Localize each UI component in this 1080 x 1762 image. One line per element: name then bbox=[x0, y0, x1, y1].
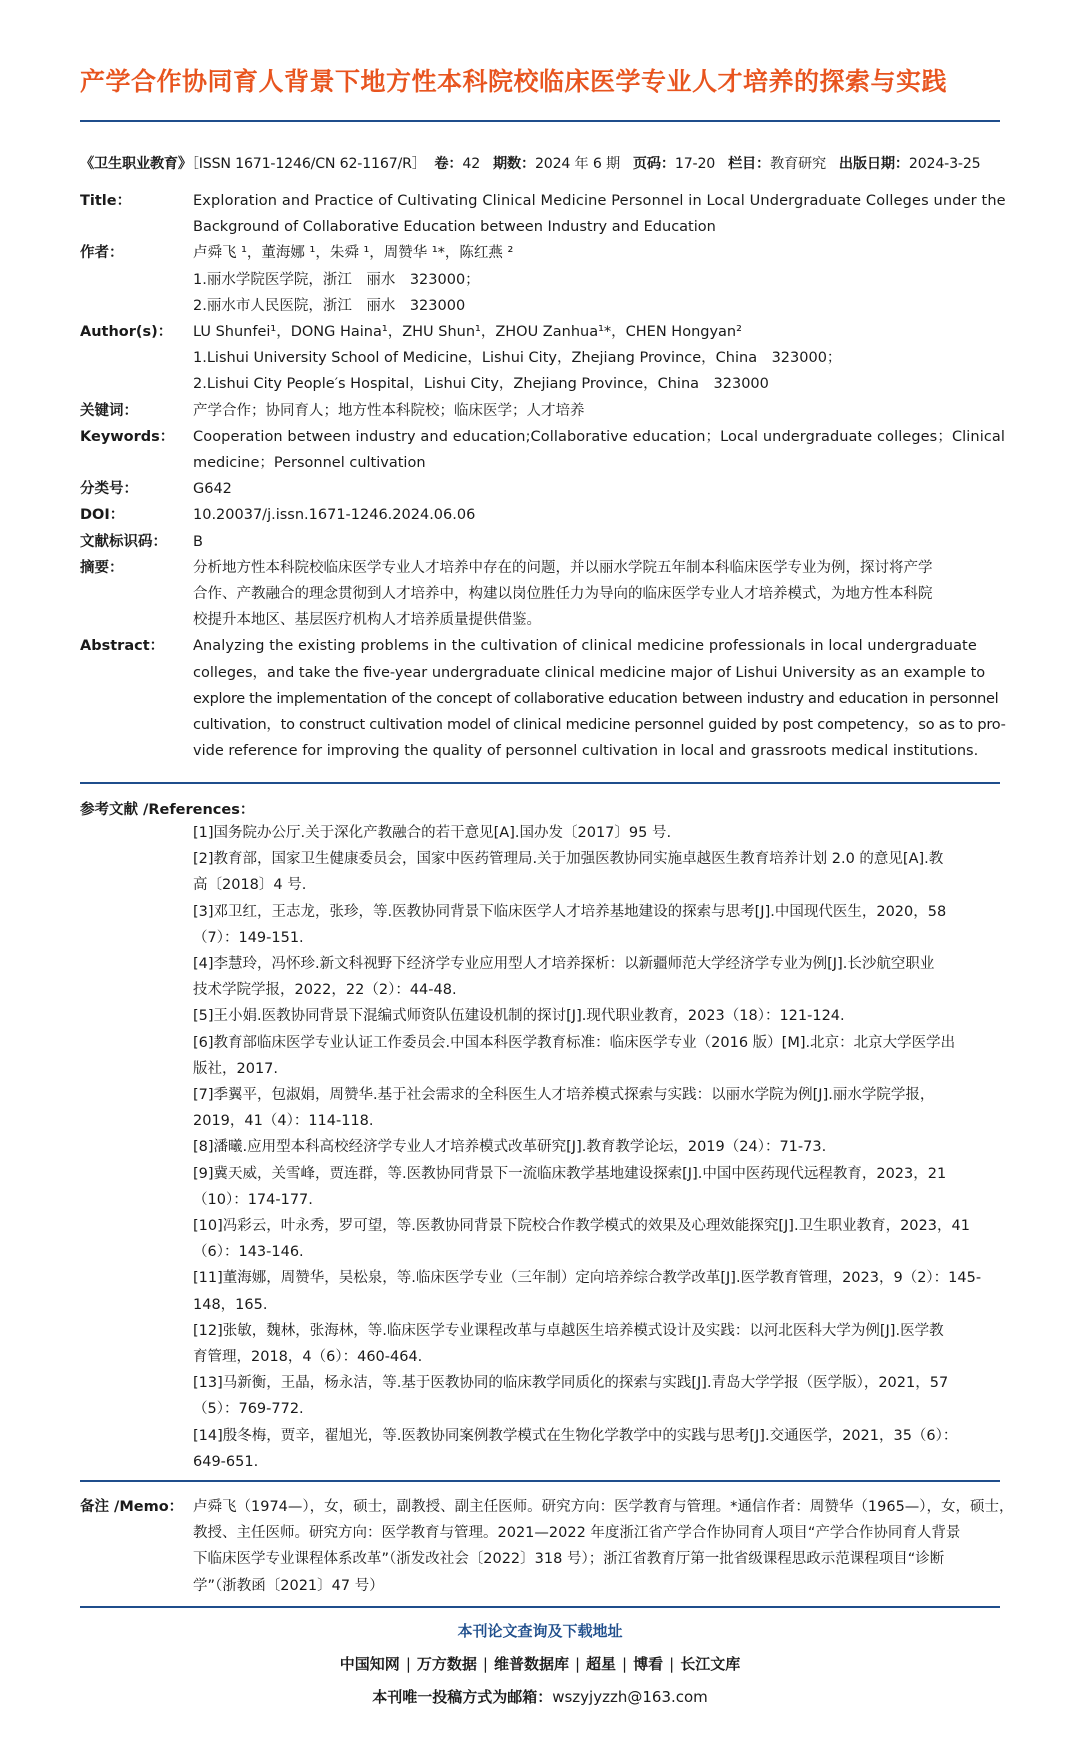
memo-line: 下临床医学专业课程体系改革”（浙发改社会〔2022〕318 号）；浙江省教育厅第一批省级课程思政示范课程项目“诊断 bbox=[193, 1551, 945, 1568]
reference-line: [10]冯彩云，叶永秀，罗可望，等.医教协同背景下院校合作教学模式的效果及心理效能探究[J].卫生职业教育，2023，41 bbox=[193, 1218, 970, 1235]
reference-line: [14]殷冬梅，贾辛，翟旭光，等.医教协同案例教学模式在生物化学教学中的实践与思考[J].交通医学，2021，35（6）： bbox=[193, 1427, 958, 1444]
email-address[interactable]: wszyjyzzh@163.com bbox=[552, 1688, 708, 1706]
reference-line: [3]邓卫红，王志龙，张珍，等.医教协同背景下临床医学人才培养基地建设的探索与思考[J].中国现代医生，2020，58 bbox=[193, 903, 947, 920]
memo-divider bbox=[80, 1480, 1000, 1482]
abstract-en-line: cultivation，to construct cultivation model of clinical medicine personnel guided by post competency，so as to pro- bbox=[193, 717, 1006, 734]
keywords-cn-label: 关键词： bbox=[80, 402, 138, 419]
affiliation-en-line: 1.Lishui University School of Medicine，Lishui City，Zhejiang Province，China 323000； bbox=[193, 350, 842, 367]
abstract-en-line: vide reference for improving the quality of personnel cultivation in local and grassroots medical institutions. bbox=[193, 743, 979, 760]
meta-keywords-en-row bbox=[80, 424, 1006, 476]
reference-item bbox=[193, 899, 1000, 951]
reference-line: [12]张敏，魏林，张海林，等.临床医学专业课程改革与卓越医生培养模式设计及实践：以河北医科大学为例[J].医学教 bbox=[193, 1322, 944, 1339]
memo-line: 学”（浙教函〔2021〕47 号） bbox=[193, 1577, 384, 1594]
abstract-en-line: colleges，and take the five-year undergraduate clinical medicine major of Lishui University as an example to bbox=[193, 664, 986, 681]
meta-doi-row bbox=[80, 502, 1000, 528]
issue-value: 2024 年 6 期 bbox=[534, 156, 620, 172]
author-cn-label: 作者： bbox=[80, 245, 124, 262]
date-label: 出版日期： bbox=[838, 156, 909, 172]
meta-author-cn-row bbox=[80, 240, 1000, 319]
reference-line: 148，165. bbox=[193, 1296, 268, 1313]
journal-name: 《卫生职业教育》 bbox=[80, 156, 192, 172]
reference-item bbox=[193, 1213, 1000, 1265]
memo-label: 备注 /Memo： bbox=[80, 1499, 184, 1515]
doi-value: 10.20037/j.issn.1671-1246.2024.06.06 bbox=[193, 507, 476, 524]
author-en-line: LU Shunfei¹，DONG Haina¹，ZHU Shun¹，ZHOU Zanhua¹*，CHEN Hongyan² bbox=[193, 324, 742, 341]
reference-line: [5]王小娟.医教协同背景下混编式师资队伍建设机制的探讨[J].现代职业教育，2023（18）：121-124. bbox=[193, 1008, 845, 1025]
reference-item bbox=[193, 1082, 1000, 1134]
reference-item bbox=[193, 1134, 1000, 1160]
reference-item bbox=[193, 820, 1000, 846]
keywords-en-line: medicine；Personnel cultivation bbox=[193, 455, 426, 472]
references-list bbox=[193, 820, 1000, 1475]
reference-line: [13]马新衡，王晶，杨永洁，等.基于医教协同的临床教学同质化的探索与实践[J].青岛大学学报（医学版），2021，57 bbox=[193, 1375, 949, 1392]
title-en-line: Background of Collaborative Education between Industry and Education bbox=[193, 219, 716, 236]
reference-item bbox=[193, 1030, 1000, 1082]
column-label: 栏目： bbox=[728, 156, 771, 172]
reference-line: 649-651. bbox=[193, 1453, 259, 1470]
memo-line: 卢舜飞（1974—），女，硕士，副教授、副主任医师。研究方向：医学教育与管理。*通信作者：周赞华（1965—），女，硕士， bbox=[193, 1499, 1014, 1515]
meta-keywords-cn-row bbox=[80, 398, 1000, 424]
article-title: 产学合作协同育人背景下地方性本科院校临床医学专业人才培养的探索与实践 bbox=[80, 67, 948, 96]
meta-doc-code-row bbox=[80, 529, 1000, 555]
reference-line: [11]董海娜，周赞华，吴松泉，等.临床医学专业（三年制）定向培养综合教学改革[J].医学教育管理，2023，9（2）：145- bbox=[193, 1270, 982, 1287]
memo-line: 教授、主任医师。研究方向：医学教育与管理。2021—2022 年度浙江省产学合作协同育人项目“产学合作协同育人背景 bbox=[193, 1525, 961, 1542]
author-cn-line: 卢舜飞 ¹，董海娜 ¹，朱舜 ¹，周赞华 ¹*，陈红燕 ² bbox=[193, 245, 514, 262]
journal-issn: ［ISSN 1671-1246/CN 62-1167/R］ bbox=[191, 156, 426, 172]
journal-info-line bbox=[80, 153, 1000, 173]
abstract-cn-line: 分析地方性本科院校临床医学专业人才培养中存在的问题，并以丽水学院五年制本科临床医学专业为例，探讨将产学 bbox=[193, 559, 933, 576]
reference-line: [8]潘曦.应用型本科高校经济学专业人才培养模式改革研究[J].教育教学论坛，2019（24）：71-73. bbox=[193, 1139, 827, 1156]
class-label: 分类号： bbox=[80, 481, 138, 498]
database-separator: | bbox=[405, 1655, 411, 1673]
database-separator: | bbox=[669, 1655, 675, 1673]
keywords-en-label: Keywords： bbox=[80, 428, 175, 445]
article-page bbox=[80, 0, 1014, 1762]
database-link[interactable]: 维普数据库 bbox=[493, 1655, 569, 1673]
reference-line: 高〔2018〕4 号. bbox=[193, 877, 307, 894]
abstract-en-label: Abstract： bbox=[80, 638, 165, 655]
affiliation-cn-line: 2.丽水市人民医院，浙江 丽水 323000 bbox=[193, 297, 466, 314]
database-separator: | bbox=[574, 1655, 581, 1673]
reference-item bbox=[193, 1423, 1000, 1475]
reference-line: （10）：174-177. bbox=[193, 1191, 313, 1208]
date-value: 2024-3-25 bbox=[908, 156, 981, 172]
class-number: G642 bbox=[193, 481, 232, 498]
pages-value: 17-20 bbox=[674, 156, 716, 172]
section-divider bbox=[80, 782, 1000, 784]
column-value: 教育研究 bbox=[770, 156, 826, 172]
article-metadata bbox=[80, 188, 1006, 764]
reference-item bbox=[193, 1161, 1000, 1213]
reference-item bbox=[193, 1003, 1000, 1029]
abstract-cn-line: 校提升本地区、基层医疗机构人才培养质量提供借鉴。 bbox=[193, 612, 541, 629]
keywords-en-line: Cooperation between industry and education;Collaborative education；Local undergraduate colleges；Clinical bbox=[193, 428, 1006, 445]
affiliation-cn-line: 1.丽水学院医学院，浙江 丽水 323000； bbox=[193, 271, 480, 288]
reference-line: [1]国务院办公厅.关于深化产教融合的若干意见[A].国办发〔2017〕95 号. bbox=[193, 825, 672, 841]
reference-line: 2019，41（4）：114-118. bbox=[193, 1113, 374, 1130]
meta-abstract-cn-row bbox=[80, 555, 1000, 634]
reference-line: [4]李慧玲，冯怀珍.新文科视野下经济学专业应用型人才培养探析：以新疆师范大学经济学专业为例[J].长沙航空职业 bbox=[193, 956, 935, 973]
footer-divider bbox=[80, 1606, 1000, 1608]
title-en-label: Title： bbox=[80, 193, 132, 209]
volume-value: 42 bbox=[462, 156, 481, 172]
issue-label: 期数： bbox=[492, 156, 535, 172]
abstract-en-line: Analyzing the existing problems in the cultivation of clinical medicine professionals in local undergraduate bbox=[193, 638, 977, 655]
email-label: 本刊唯一投稿方式为邮箱： bbox=[372, 1688, 553, 1706]
reference-item bbox=[193, 1318, 1000, 1370]
abstract-en-line: explore the implementation of the concept of collaborative education between industry and education in personnel bbox=[193, 690, 999, 707]
database-link[interactable]: 中国知网 bbox=[339, 1655, 400, 1673]
database-list bbox=[80, 1653, 1000, 1674]
footer-title: 本刊论文查询及下载地址 bbox=[457, 1622, 623, 1640]
abstract-cn-label: 摘要： bbox=[80, 559, 124, 576]
top-divider bbox=[80, 120, 1000, 122]
references-heading: 参考文献 /References： bbox=[80, 802, 255, 818]
reference-item bbox=[193, 951, 1000, 1003]
database-link[interactable]: 博看 bbox=[633, 1655, 664, 1673]
volume-label: 卷： bbox=[434, 156, 463, 172]
title-en-line: Exploration and Practice of Cultivating Clinical Medicine Personnel in Local Undergraduate Colleges under the bbox=[193, 193, 1006, 209]
affiliation-en-line: 2.Lishui City People′s Hospital，Lishui City，Zhejiang Province，China 323000 bbox=[193, 376, 769, 393]
abstract-cn-line: 合作、产教融合的理念贯彻到人才培养中，构建以岗位胜任力为导向的临床医学专业人才培养模式，为地方性本科院 bbox=[193, 586, 933, 603]
reference-item bbox=[193, 846, 1000, 898]
reference-item bbox=[193, 1265, 1000, 1317]
doc-code-value: B bbox=[193, 533, 203, 550]
reference-line: [9]冀天威，关雪峰，贾连群，等.医教协同背景下一流临床教学基地建设探索[J].中国中医药现代远程教育，2023，21 bbox=[193, 1165, 947, 1182]
submission-email-line bbox=[80, 1686, 1000, 1707]
reference-line: （5）：769-772. bbox=[193, 1401, 304, 1418]
database-separator: | bbox=[482, 1655, 488, 1673]
reference-line: [7]季翼平，包淑娟，周赞华.基于社会需求的全科医生人才培养模式探索与实践：以丽水学院为例[J].丽水学院学报， bbox=[193, 1087, 935, 1104]
reference-line: （6）：143-146. bbox=[193, 1244, 304, 1261]
meta-class-row bbox=[80, 476, 1000, 502]
keywords-cn: 产学合作；协同育人；地方性本科院校；临床医学；人才培养 bbox=[193, 402, 585, 419]
reference-line: [2]教育部，国家卫生健康委员会，国家中医药管理局.关于加强医教协同实施卓越医生教育培养计划 2.0 的意见[A].教 bbox=[193, 851, 944, 868]
memo-section bbox=[80, 1494, 1014, 1599]
doi-label: DOI： bbox=[80, 507, 125, 524]
database-link[interactable]: 超星 bbox=[586, 1655, 617, 1673]
meta-abstract-en-row bbox=[80, 633, 1006, 764]
database-link[interactable]: 长江文库 bbox=[680, 1655, 741, 1673]
doc-code-label: 文献标识码： bbox=[80, 533, 167, 550]
reference-line: 版社，2017. bbox=[193, 1060, 279, 1077]
reference-line: 育管理，2018，4（6）：460-464. bbox=[193, 1349, 423, 1366]
author-en-label: Author(s)： bbox=[80, 324, 173, 341]
meta-author-en-row bbox=[80, 319, 1000, 398]
meta-title-row bbox=[80, 188, 1006, 240]
reference-line: （7）：149-151. bbox=[193, 929, 304, 946]
database-link[interactable]: 万方数据 bbox=[416, 1655, 477, 1673]
reference-line: [6]教育部临床医学专业认证工作委员会.中国本科医学教育标准：临床医学专业（2016 版）[M].北京：北京大学医学出 bbox=[193, 1034, 956, 1051]
reference-line: 技术学院学报，2022，22（2）：44-48. bbox=[193, 982, 457, 999]
pages-label: 页码： bbox=[632, 156, 675, 172]
reference-item bbox=[193, 1370, 1000, 1422]
database-separator: | bbox=[622, 1655, 628, 1673]
